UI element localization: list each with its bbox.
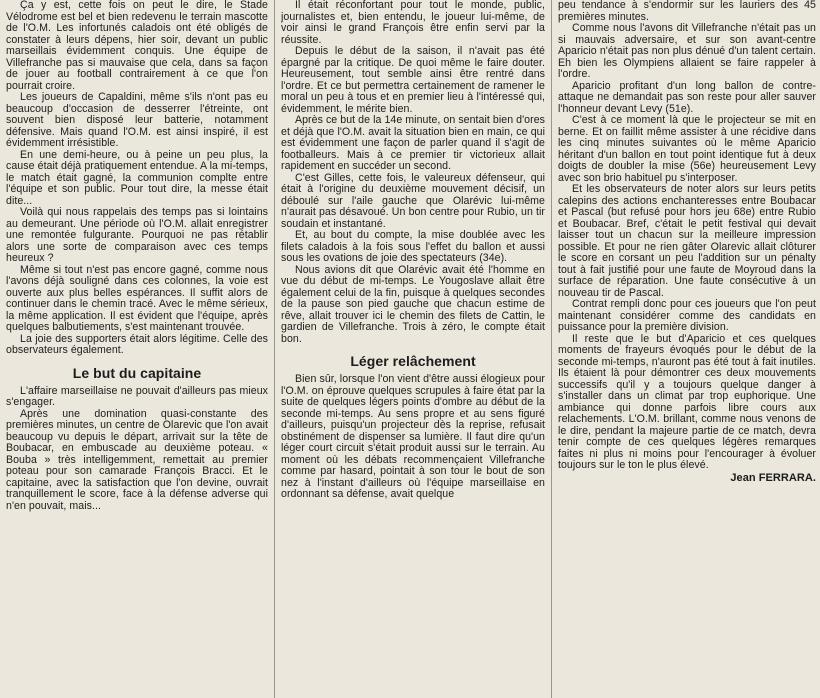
column-1 [6, 0, 268, 698]
paragraph: Bien sûr, lorsque l'on vient d'être aussi élogieux pour l'O.M. on éprouve quelques scrupules à faire état par la suite de quelques légers points d'ombre au début de la seconde mi-temps. Au sens propre et au sens figuré d'ailleurs, puisqu'un projecteur dès la reprise, refusait obstinément de dispenser sa lumière. Il faut dire qu'un léger court circuit s'était produit aussi sur le terrain. Au moment où les débats recommençaient Villefranche comme par hasard, pointait à son tour le bout de son nez à l'instant d'ailleurs où l'équipe marseillaise en ordonnant sa défense, avait quelque [281, 373, 545, 500]
paragraph: Il reste que le but d'Aparicio et ces quelques moments de frayeurs évoqués pour le début de la seconde mi-temps, n'auront pas été tout à fait inutiles. Ils étaient là pour démontrer ces deux mouvements successifs qu'il y a toujours quelque danger à s'installer dans un climat par trop euphorique. Une ambiance qui donne parfois libre cours aux relachements. L'O.M. brillant, comme nous venons de le dire, pendant la majeure partie de ce match, devra tenir compte de ces quelques légères remarques faites ni plus ni moins pour l'encourager à évoluer toujours sur le ton le plus élevé. [558, 332, 816, 471]
paragraph: Ça y est, cette fois on peut le dire, le Stade Vélodrome est bel et bien redevenu le terrain mascotte de l'O.M. Les infortunés caladois ont été obligés de constater à leurs dépens, hier soir, devant un public marseillais évidemment conquis. Une équipe de Villefranche pas si mauvaise que cela, dans sa façon de jouer au football contrairement à ce que l'on pourrait croire. [6, 0, 268, 92]
paragraph: Voilà qui nous rappelais des temps pas si lointains au demeurant. Une période où l'O.M. allait enregistrer une remontée fulgurante. Pourquoi ne pas rétablir alors une sorte de comparaison avec ces temps heureux ? [6, 206, 268, 264]
paragraph: L'affaire marseillaise ne pouvait d'ailleurs pas mieux s'engager. [6, 384, 268, 408]
paragraph: C'est à ce moment là que le projecteur se mit en berne. Et on faillit même assister à une récidive dans les cinq minutes suivantes où le même Aparicio héritant d'un ballon en tout point identique fut à deux doigts de doubler la mise (56e) heureusement Levy avec son brio habituel pu s'interposer. [558, 114, 816, 184]
paragraph: En une demi-heure, ou à peine un peu plus, la cause était déjà pratiquement entendue. A la mi-temps, le match était gagné, la communion complte entre l'équipe et son public. Pour tout dire, la messe était dite... [6, 148, 268, 207]
subheading: Léger relâchement [350, 353, 476, 369]
column-divider [274, 0, 275, 698]
paragraph: Aparicio profitant d'un long ballon de contre-attaque ne demandait pas son reste pour aller sauver l'honneur devant Levy (51e). [558, 79, 816, 115]
paragraph: Les joueurs de Capaldini, même s'ils n'ont pas eu beaucoup d'occasion de desserrer l'étreinte, ont souvent bien disposé leur batterie, notamment défensive. Mais quand l'O.M. est ainsi inspiré, il est évidemment irrésistible. [6, 91, 268, 149]
column-3 [558, 0, 816, 698]
paragraph: Et les observateurs de noter alors sur leurs petits calepins des actions enchanteresses entre Boubacar et Pascal (but refusé pour hors jeu 68e) entre Rubio et Boubacar. Bref, c'était le petit festival qui devait laisser tout un chacun sur la meilleure impression possible. Et pour ne rien gâter Olarevic allait clôturer le score en corsant un peu l'addition sur un pénalty tout à fait justifié pour une faute de Moyroud dans la surface de réparation. Une faute consécutive à un nouveau tir de Pascal. [558, 183, 816, 299]
paragraph: Comme nous l'avons dit Villefranche n'était pas un si mauvais adversaire, et sur son avant-centre Aparicio n'était pas non plus dénué d'un talent certain. Eh bien les Olympiens allaient se faire rappeler à l'ordre. [558, 22, 816, 80]
paragraph: Depuis le début de la saison, il n'avait pas été épargné par la critique. De quoi même le faire douter. Heureusement, tout semble ainsi être rentré dans l'ordre. Et ce but permettra certainement de ramener le moral un peu à tous et en premier lieu à l'intéressé qui, évidemment, le mérite bien. [281, 45, 545, 115]
author-signature: Jean FERRARA. [730, 471, 816, 484]
subheading: Le but du capitaine [72, 364, 202, 381]
paragraph: peu tendance à s'endormir sur les lauriers des 45 premières minutes. [558, 0, 816, 23]
column-divider [551, 0, 552, 698]
paragraph: C'est Gilles, cette fois, le valeureux défenseur, qui était à l'origine du deuxième mouvement décisif, un déboulé sur l'aile gauche que Olarévic lui-même n'aurait pas désavoué. Un bon centre pour Rubio, un tir soudain et instantané. [281, 171, 545, 230]
paragraph: Contrat rempli donc pour ces joueurs que l'on peut maintenant considérer comme des candidats en puissance pour la première division. [558, 298, 816, 333]
paragraph: Nous avions dit que Olarévic avait été l'homme en vue du début de mi-temps. Le Yougoslave allait être également celui de la fin, puisque à quelques secondes de la pause son pied gauche que chacun estime de rêve, allait trouver ici le chemin des filets de Cattin, le gardien de Villefranche. Trois à zéro, le compte était bon. [281, 263, 545, 345]
paragraph: Après ce but de la 14e minute, on sentait bien d'ores et déjà que l'O.M. avait la situation bien en main, ce qui est évidemment une façon de parler quand il s'agit de footballeurs. Mais à ce premier tir victorieux allait rapidement en succéder un second. [281, 114, 545, 172]
paragraph: Et, au bout du compte, la mise doublée avec les filets caladois à la fois sous l'effet du ballon et aussi sous les ovations de joie des spectateurs (34e). [281, 229, 545, 264]
paragraph: La joie des supporters était alors légitime. Celle des observateurs également. [6, 332, 268, 356]
paragraph: Même si tout n'est pas encore gagné, comme nous l'avons déjà souligné dans ces colonnes, la voie est ouverte aux plus belles espérances. Il suffit alors de continuer dans le chemin tracé. Avec le même sérieux, la même application. Il est évident que l'équipe, après quelques balbutiements, s'est maintenant trouvée. [6, 263, 268, 333]
paragraph: Après une domination quasi-constante des premières minutes, un centre de Olarevic que l'on avait beaucoup vu depuis le départ, arrivait sur la tête de Boubacar, en embuscade au deuxième poteau. « Bouba » très intelligemment, remettait au premier poteau pour son camarade François Bracci. Et le capitaine, avec la satisfaction que l'on devine, ouvrait tranquillement le score, face à la défense adverse qui n'en pouvait, mais... [6, 407, 268, 512]
column-2 [281, 0, 545, 698]
paragraph: Il était réconfortant pour tout le monde, public, journalistes et, bien entendu, le joueur lui-même, de voir ainsi le grand François être enfin servi par la réussite. [281, 0, 545, 46]
